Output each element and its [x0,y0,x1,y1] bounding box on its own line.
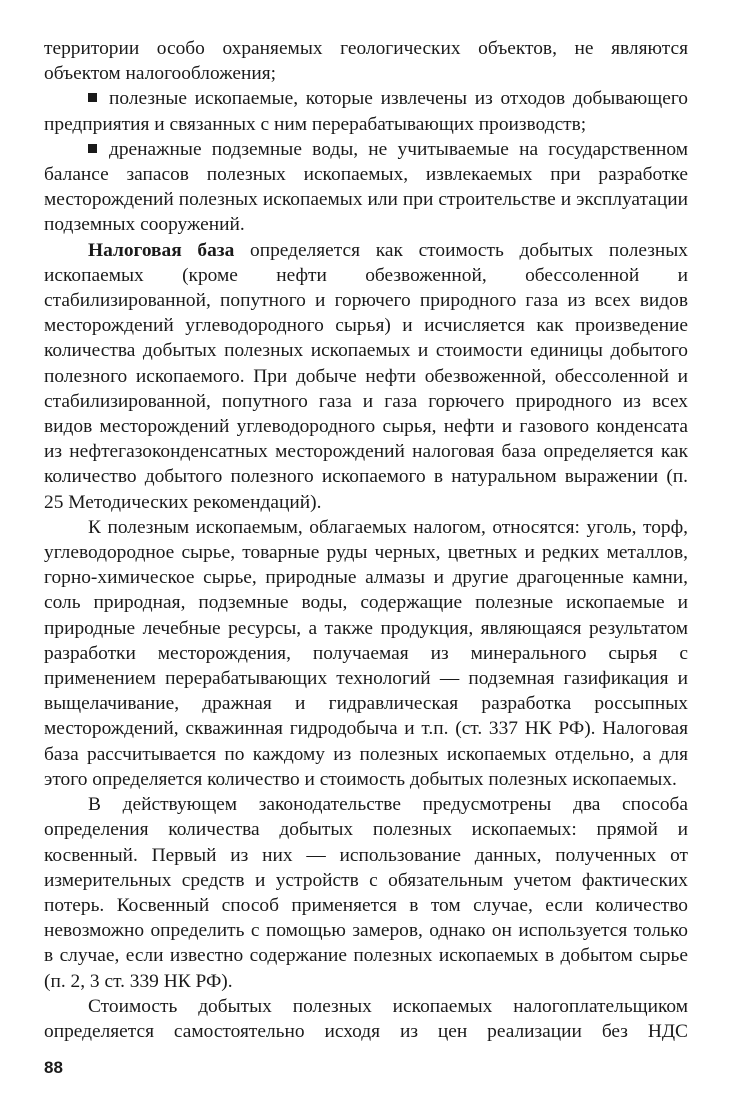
bold-term: Налоговая база [88,239,235,261]
bullet-item-waste [44,86,688,136]
paragraph-cost: Стоимость добытых полезных ископаемых налогоплательщиком определяется самостоятельно исходя из цен реализации без НДС [44,995,688,1042]
paragraph-text: определяется как стоимость добытых полезных ископаемых (кроме нефти обезвоженной, обессоленной и стабилизированной, попутного и горючего природного газа из всех видов месторождений углеводородного сырья) и исчисляется как произведение количества добытых полезных ископаемых и стоимости единицы добытого полезного ископаемого. При добыче нефти обезвоженной, обессоленной и стабилизированной, попутного газа и газа горючего природного из всех видов месторождений углеводородного сырья, нефти и газового конденсата из нефтегазоконденсатных месторождений налоговая база определяется как количество добытого полезного ископаемого в натуральном выражении (п. 25 Методических рекомендаций). [44,239,688,513]
square-bullet-icon [88,144,97,153]
square-bullet-icon [88,93,97,102]
bullet-text: дренажные подземные воды, не учитываемые на государственном балансе запасов полезных ископаемых, извлекаемых при разработке месторождений полезных ископаемых или при строительстве и эксплуатации подземных сооружений. [44,138,688,236]
paragraph-continuation: территории особо охраняемых геологических объектов, не являются объектом налогообложения; [44,38,688,85]
bullet-item-drainage [44,137,688,238]
paragraph-tax-base [44,238,688,515]
bullet-text: полезные ископаемые, которые извлечены из отходов добывающего предприятия и связанных с ним перерабатывающих производств; [44,88,688,135]
page-body [44,36,688,1044]
paragraph-minerals-list: К полезным ископаемым, облагаемых налогом, относятся: уголь, торф, углеводородное сырье, товарные руды черных, цветных и редких металлов, горно-химическое сырье, природные алмазы и другие драгоценные камни, соль природная, подземные воды, содержащие полезные ископаемые и природные лечебные ресурсы, а также продукция, являющаяся результатом разработки месторождения, получаемая из минерального сырья с применением перерабатывающих технологий — подземная газификация и выщелачивание, дражная и гидравлическая разработка россыпных месторождений, скважинная гидродобыча и т.п. (ст. 337 НК РФ). Налоговая база рассчитывается по каждому из полезных ископаемых отдельно, а для этого определяется количество и стоимость добытых полезных ископаемых. [44,516,688,790]
paragraph-methods: В действующем законодательстве предусмотрены два способа определения количества добытых полезных ископаемых: прямой и косвенный. Первый из них — использование данных, полученных от измерительных средств и устройств с обязательным учетом фактических потерь. Косвенный способ применяется в том случае, если количество невозможно определить с помощью замеров, однако он используется только в случае, если известно содержание полезных ископаемых в добытом сырье (п. 2, 3 ст. 339 НК РФ). [44,794,688,992]
page-number: 88 [44,1058,63,1077]
